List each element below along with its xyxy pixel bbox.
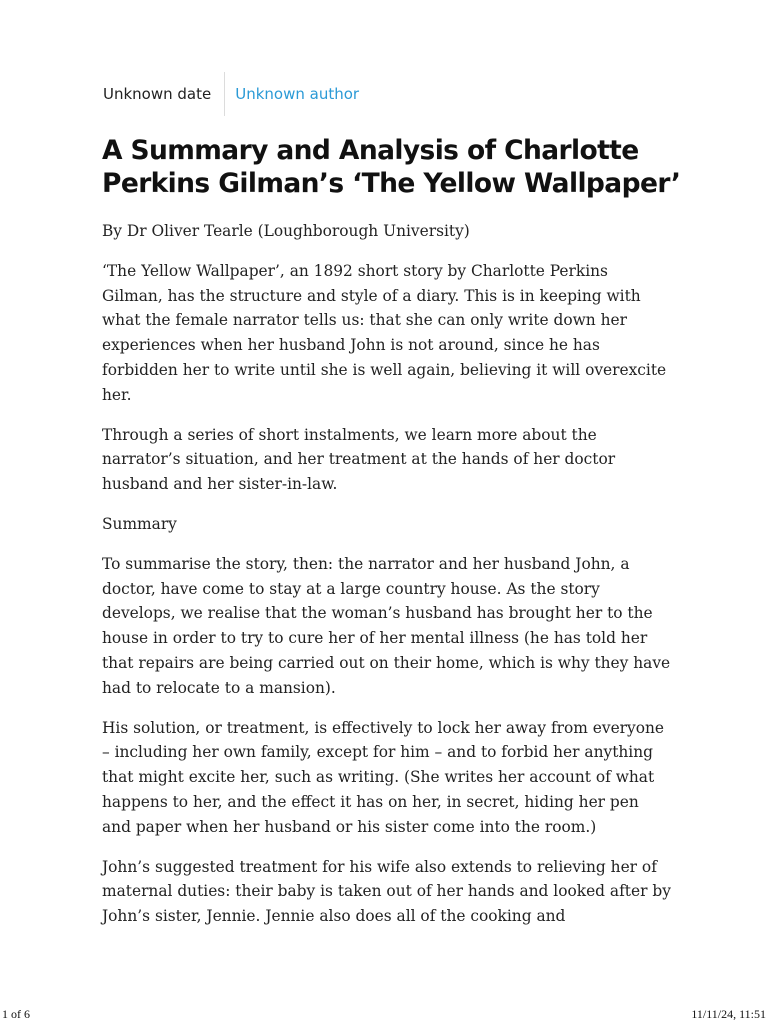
paragraph: Through a series of short instalments, we learn more about the narrator’s situation, and her treatment at the hands of her doctor husband and her sister-in-law. [102,425,616,494]
paragraph: John’s suggested treatment for his wife also extends to relieving her of maternal duties: their baby is taken out of her hands and looked after by John’s sister, Jennie. Jennie also does all of the cooking and [102,857,671,926]
byline: By Dr Oliver Tearle (Loughborough University) [102,222,470,240]
article-meta [103,72,359,116]
author-link[interactable]: Unknown author [235,85,360,103]
article-title: A Summary and Analysis of Charlotte Perkins Gilman’s ‘The Yellow Wallpaper’ [102,135,681,199]
article-date: Unknown date [103,85,212,103]
section-heading-summary: Summary [102,514,177,533]
paragraph: His solution, or treatment, is effectively to lock her away from everyone – including her own family, except for him – and to forbid her anything that might excite her, such as writing. (She writes her account of what happens to her, and the effect it has on her, in secret, hiding her pen and paper when her husband or his sister come into the room.) [102,718,665,836]
page-number: 1 of 6 [2,1007,30,1021]
paragraph: To summarise the story, then: the narrator and her husband John, a doctor, have come to stay at a large country house. As the story develops, we realise that the woman’s husband has brought her to the house in order to try to cure her of her mental illness (he has told her that repairs are being carried out on their home, which is why they have had to relocate to a mansion). [102,554,671,697]
paragraph: ‘The Yellow Wallpaper’, an 1892 short story by Charlotte Perkins Gilman, has the structure and style of a diary. This is in keeping with what the female narrator tells us: that she can only write down her experiences when her husband John is not around, since he has forbidden her to write until she is well again, believing it will overexcite her. [102,261,667,404]
article-body [102,219,672,944]
print-timestamp: 11/11/24, 11:51 [691,1007,766,1021]
